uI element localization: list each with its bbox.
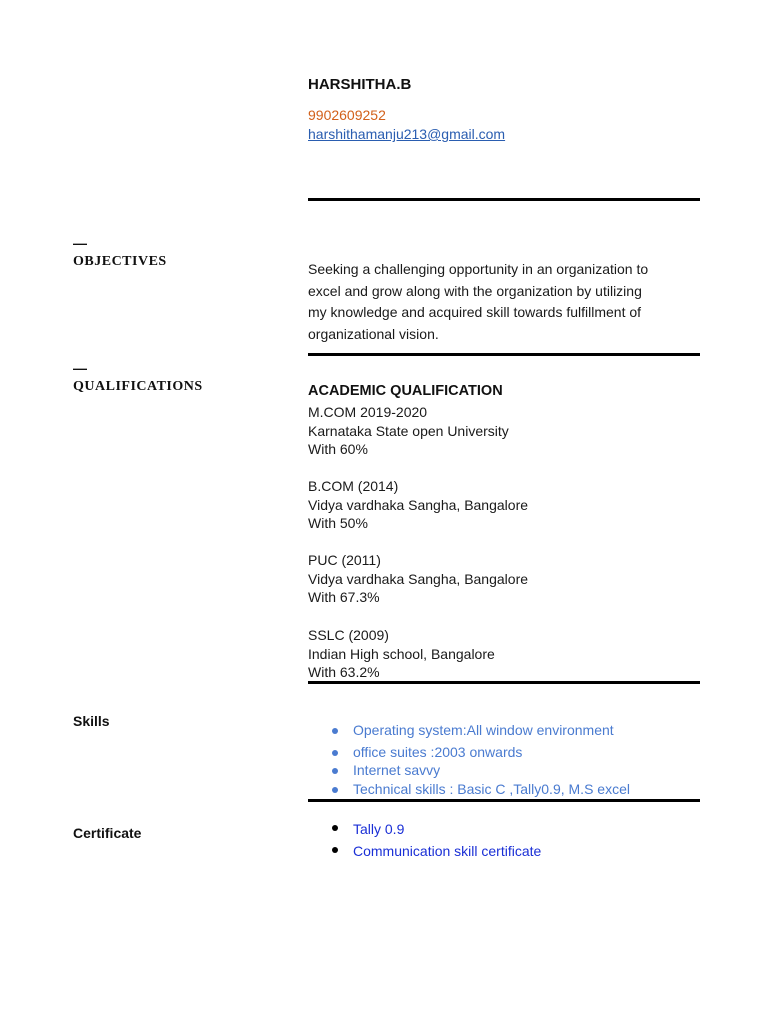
skills-list (330, 721, 630, 799)
qualification-institution: Vidya vardhaka Sangha, Bangalore (308, 496, 529, 513)
email-link[interactable]: harshithamanju213@gmail.com (308, 126, 506, 142)
skills-label: Skills (73, 713, 110, 729)
qualification-score: With 67.3% (308, 589, 380, 606)
objective-line: my knowledge and acquired skill towards fulfillment of (308, 304, 642, 320)
qualifications-divider (308, 681, 700, 684)
skill-item: office suites :2003 onwards (330, 743, 630, 762)
skill-item: Technical skills : Basic C ,Tally0.9, M.S excel (330, 780, 630, 799)
certificate-item: Tally 0.9 (330, 818, 541, 840)
objective-text (308, 259, 688, 345)
qualification-degree: PUC (2011) (308, 552, 381, 568)
objective-line: organizational vision. (308, 325, 439, 342)
phone-number: 9902609252 (308, 107, 386, 123)
qualification-institution: Karnataka State open University (308, 422, 509, 439)
qualification-institution: Indian High school, Bangalore (308, 645, 495, 662)
qualification-entry-bcom (308, 477, 698, 533)
qualification-degree: M.COM 2019-2020 (308, 404, 428, 420)
qualification-score: With 50% (308, 515, 368, 532)
qualification-institution: Vidya vardhaka Sangha, Bangalore (308, 570, 529, 587)
skill-item: Operating system:All window environment (330, 721, 630, 740)
qualifications-dash: — (73, 360, 87, 376)
objectives-dash: — (73, 235, 87, 251)
objective-line: excel and grow along with the organization by utilizing (308, 282, 642, 299)
qualification-entry-sslc (308, 626, 698, 682)
academic-qualification-heading: ACADEMIC QUALIFICATION (308, 383, 503, 399)
certificate-label: Certificate (73, 825, 142, 841)
certificate-list (330, 818, 541, 862)
objective-line: Seeking a challenging opportunity in an organization to (308, 261, 649, 277)
header-divider (308, 198, 700, 201)
objectives-label: OBJECTIVES (73, 254, 167, 269)
skill-item: Internet savvy (330, 761, 630, 780)
qualification-entry-puc (308, 551, 698, 607)
skills-divider (308, 799, 700, 802)
objectives-divider (308, 353, 700, 356)
candidate-name: HARSHITHA.B (308, 76, 412, 93)
qualifications-label: QUALIFICATIONS (73, 379, 203, 394)
qualification-degree: B.COM (2014) (308, 478, 399, 494)
qualification-entry-mcom (308, 403, 698, 459)
qualification-score: With 63.2% (308, 664, 380, 681)
qualification-degree: SSLC (2009) (308, 627, 389, 643)
qualification-score: With 60% (308, 441, 368, 458)
certificate-item: Communication skill certificate (330, 840, 541, 862)
